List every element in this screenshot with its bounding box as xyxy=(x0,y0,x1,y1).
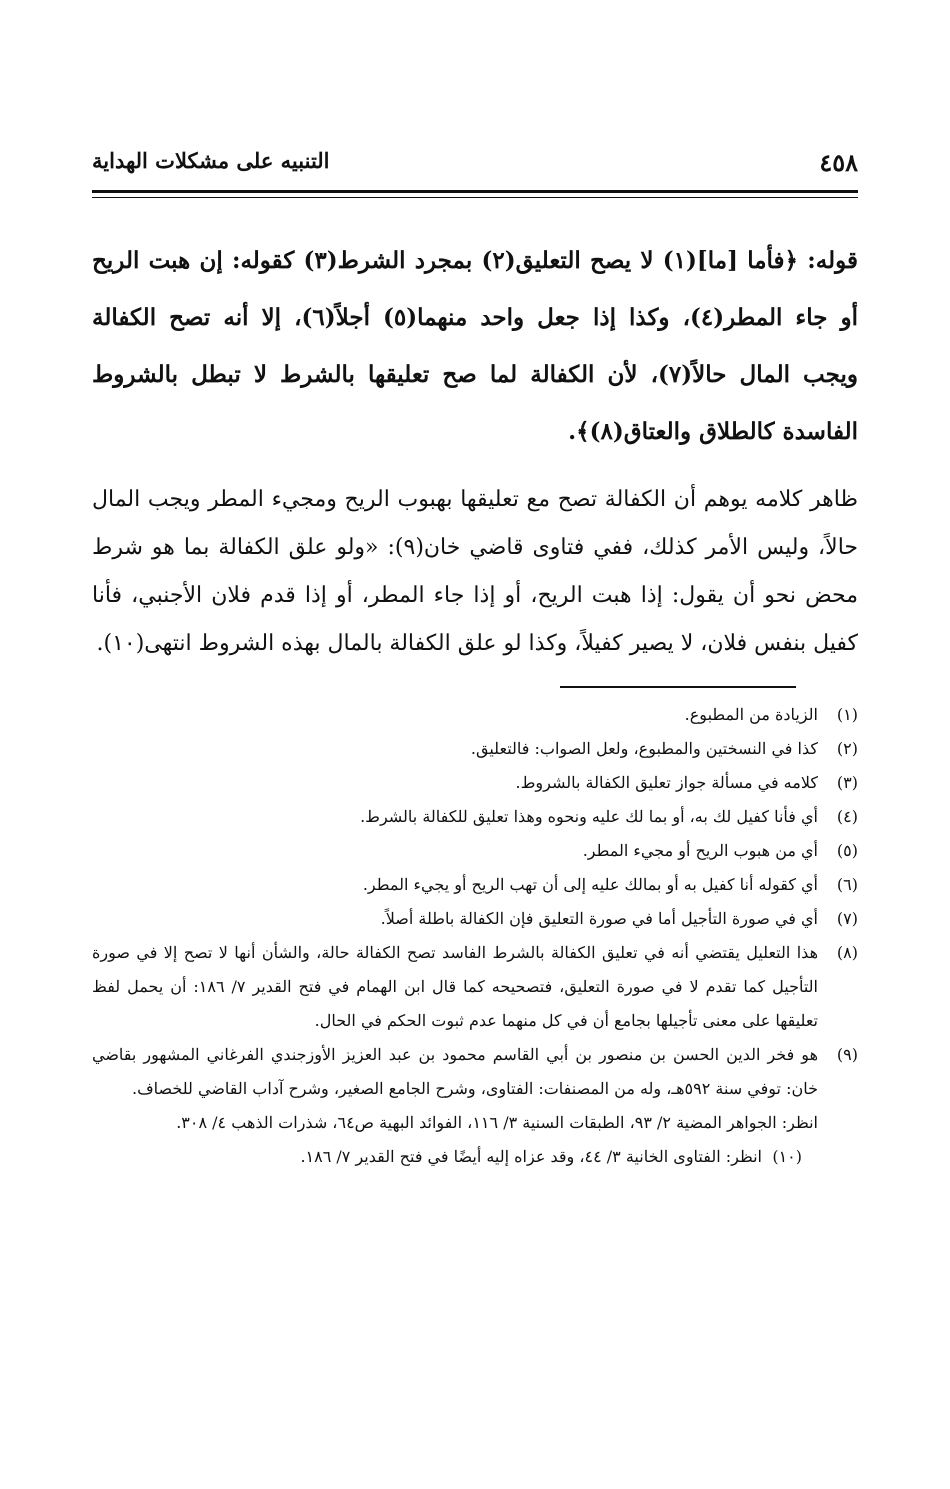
commentary-paragraph: ظاهر كلامه يوهم أن الكفالة تصح مع تعليقها بهبوب الريح ومجيء المطر ويجب المال حالاً، وليس الأمر كذلك، ففي فتاوى قاضي خان(٩): «ولو علق الكفالة بما هو شرط محض نحو أن يقول: إذا هبت الريح، أو إذا جاء المطر، أو إذا قدم فلان الأجنبي، فأنا كفيل بنفس فلان، لا يصير كفيلاً، وكذا لو علق الكفالة بالمال بهذه الشروط انتهى(١٠). xyxy=(92,487,859,656)
footnote-text: أي فأنا كفيل لك به، أو بما لك عليه ونحوه وهذا تعليق للكفالة بالشرط. xyxy=(360,807,818,826)
footnote-number: (٢) xyxy=(836,739,858,758)
footnote-text: هو فخر الدين الحسن بن منصور بن أبي القاسم محمود بن عبد العزيز الأوزجندي الفرغاني المشهور بقاضي خان: توفي سنة ٥٩٢هـ، وله من المصنفات: الفتاوى، وشرح الجامع الصغير، وشرح آداب القاضي للخصاف. xyxy=(92,1045,818,1098)
running-title: التنبيه على مشكلات الهداية xyxy=(92,148,330,173)
page-header xyxy=(92,140,858,180)
footnote-text: هذا التعليل يقتضي أنه في تعليق الكفالة بالشرط الفاسد تصح الكفالة حالة، والشأن أنها لا تصح إلا في صورة التأجيل كما تقدم لا في صورة التعليق، فتصحيحه كما قال ابن الهمام في فتح القدير ٧/ ١٨٦: أن يحمل لفظ تعليقها على معنى تأجيلها بجامع أن في كل منهما عدم ثبوت الحكم في الحال. xyxy=(92,943,819,1030)
footnote-text: الزيادة من المطبوع. xyxy=(684,705,818,724)
footnote-text: كذا في النسختين والمطبوع، ولعل الصواب: فالتعليق. xyxy=(470,739,818,758)
quoted-text: قوله: ﴿فأما [ما](١) لا يصح التعليق(٢) بمجرد الشرط(٣) كقوله: إن هبت الريح أو جاء المطر(٤)، وكذا إذا جعل واحد منهما(٥) أجلاً(٦)، إلا أنه تصح الكفالة ويجب المال حالاً(٧)، لأن الكفالة لما صح تعليقها بالشرط لا تبطل بالشروط الفاسدة كالطلاق والعتاق(٨)﴾. xyxy=(92,247,859,445)
main-text xyxy=(92,232,858,668)
footnote xyxy=(92,732,858,766)
footnote-number: (١٠) xyxy=(772,1147,802,1166)
header-rule-thin xyxy=(92,197,858,198)
footnote xyxy=(92,766,858,800)
footnote xyxy=(92,1038,858,1140)
footnotes-list xyxy=(92,698,858,1174)
footnote-number: (٧) xyxy=(836,909,858,928)
footnote-number: (٣) xyxy=(836,773,858,792)
footnote xyxy=(92,902,858,936)
footnote-number: (٤) xyxy=(836,807,858,826)
footnote-number: (٩) xyxy=(836,1045,858,1064)
footnote-number: (٨) xyxy=(836,943,858,962)
footnote-text: أي في صورة التأجيل أما في صورة التعليق فإن الكفالة باطلة أصلاً. xyxy=(380,909,818,928)
footnote-number: (٦) xyxy=(836,875,858,894)
footnote-text: أي من هبوب الريح أو مجيء المطر. xyxy=(582,841,818,860)
footnote-sources: انظر: الجواهر المضية ٢/ ٩٣، الطبقات السنية ٣/ ١١٦، الفوائد البهية ص٦٤، شذرات الذهب ٤/ ٣٠٨. xyxy=(176,1113,818,1132)
footnote xyxy=(92,868,858,902)
footnote xyxy=(92,834,858,868)
footnote-text: انظر: الفتاوى الخانية ٣/ ٤٤، وقد عزاه إليه أيضًا في فتح القدير ٧/ ١٨٦. xyxy=(300,1147,762,1166)
footnote-number: (٥) xyxy=(836,841,858,860)
footnote xyxy=(92,936,858,1038)
footnote-text: كلامه في مسألة جواز تعليق الكفالة بالشروط. xyxy=(515,773,818,792)
footnote xyxy=(92,698,858,732)
footnote-text: أي كقوله أنا كفيل به أو بمالك عليه إلى أن تهب الريح أو يجيء المطر. xyxy=(362,875,818,894)
footnote-number: (١) xyxy=(836,705,858,724)
footnote xyxy=(92,1140,858,1174)
header-rule xyxy=(92,190,858,193)
footnote-body xyxy=(92,1038,818,1140)
page-number: ٤٥٨ xyxy=(819,148,858,177)
footnote-separator xyxy=(560,686,796,688)
footnote xyxy=(92,800,858,834)
